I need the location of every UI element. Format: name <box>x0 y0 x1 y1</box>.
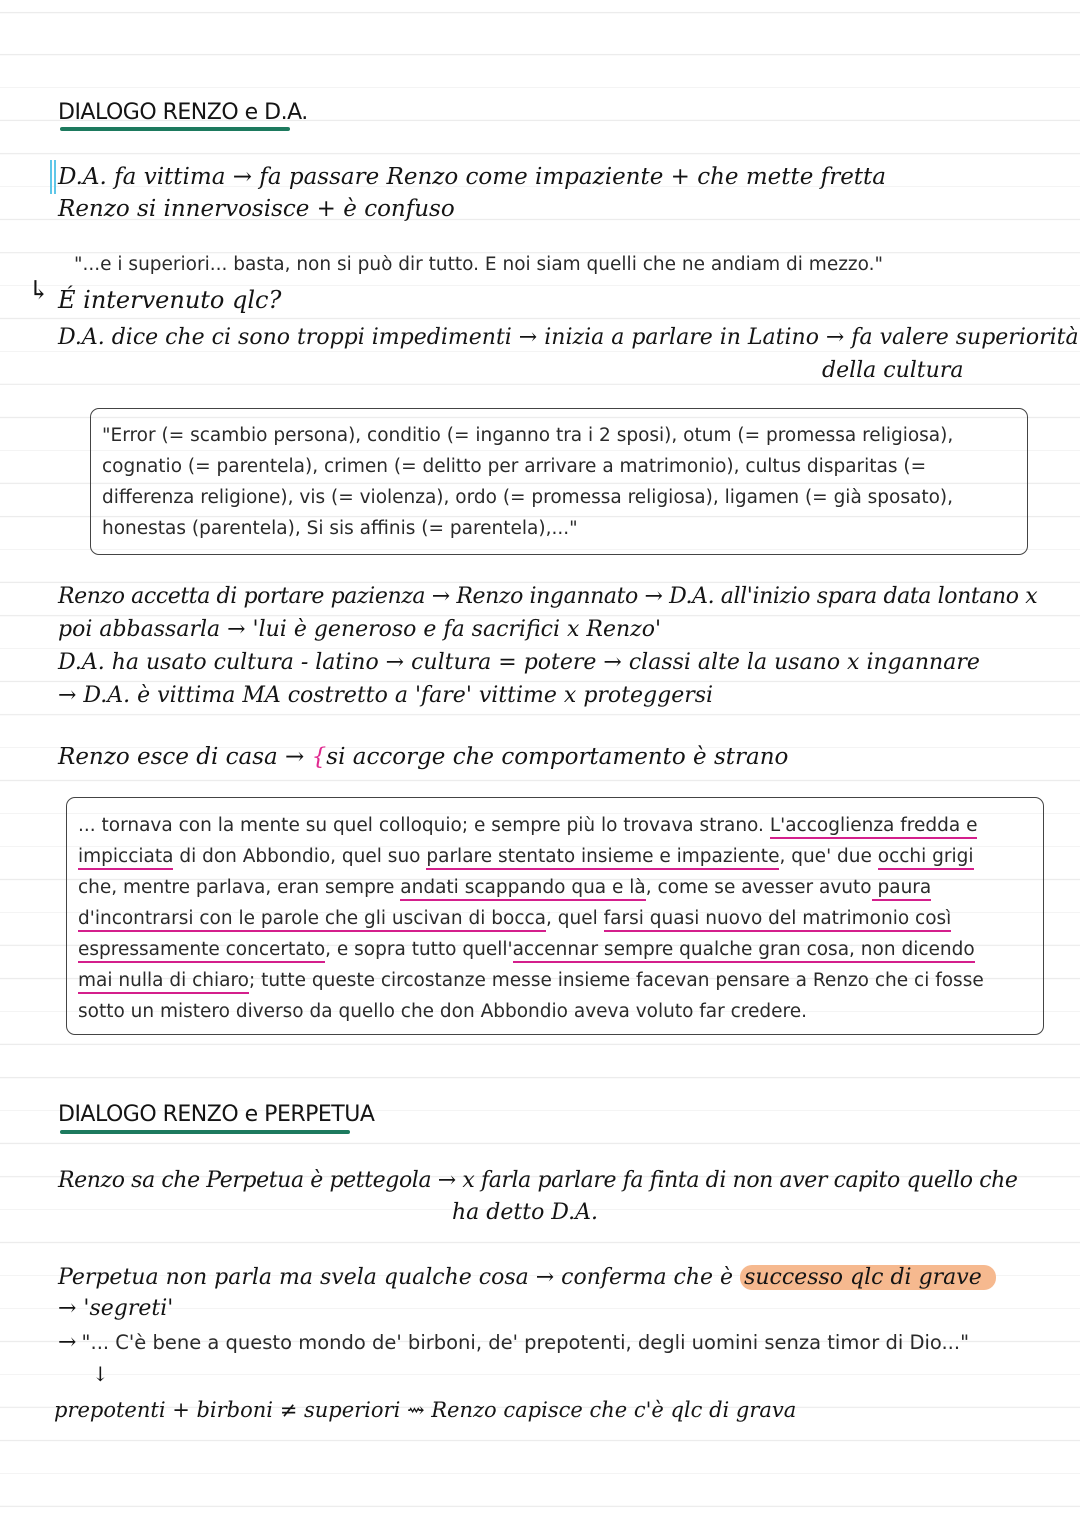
exit-note-text: Renzo esce di casa → <box>58 744 305 770</box>
quote-line-perpetua <box>58 1330 969 1355</box>
perpetua-note-text: Perpetua non parla ma svela qualche cosa → conferma che è <box>58 1265 741 1290</box>
arrow-icon: → <box>58 1330 77 1355</box>
handwritten-note: prepotenti + birboni ≠ superiori ⇝ Renzo capisce che c'è qlc di grava <box>54 1398 797 1422</box>
quote-line: differenza religione), vis (= violenza), ordo (= promessa religiosa), ligamen (= già sposato), <box>102 487 954 508</box>
excerpt-underlined: d'incontrarsi con le parole che gli uscivan di bocca <box>78 908 546 932</box>
excerpt-underlined: occhi grigi <box>878 846 974 870</box>
excerpt-line <box>78 872 984 903</box>
excerpt-text: ... tornava con la mente su quel colloquio; e sempre più lo trovava strano. <box>78 815 770 836</box>
highlighted-phrase: successo qlc di grave <box>740 1265 996 1290</box>
handwritten-note: ha detto D.A. <box>452 1200 599 1225</box>
excerpt-line <box>78 841 984 872</box>
handwritten-note: É intervenuto qlc? <box>58 286 282 314</box>
handwritten-note: poi abbassarla → 'lui è generoso e fa sacrifici x Renzo' <box>58 617 662 642</box>
curved-arrow-icon: ↳ <box>28 276 50 306</box>
quote-line: "Error (= scambio persona), conditio (= inganno tra i 2 sposi), otum (= promessa religiosa), <box>102 425 954 446</box>
handwritten-note <box>58 1265 996 1290</box>
latin-quote-text <box>102 420 953 544</box>
excerpt-line <box>78 903 984 934</box>
section-title-renzo-perpetua: DIALOGO RENZO e PERPETUA <box>58 1102 375 1127</box>
excerpt-underlined: andati scappando qua e là <box>400 877 645 901</box>
excerpt-underlined: farsi quasi nuovo del matrimonio così <box>604 908 952 932</box>
margin-marker <box>50 160 52 194</box>
quote-line: honestas (parentela), Si sis affinis (= parentela),..." <box>102 518 578 539</box>
handwritten-note: D.A. dice che ci sono troppi impedimenti → inizia a parlare in Latino → fa valere superiorità <box>58 325 1079 350</box>
handwritten-note: Renzo accetta di portare pazienza → Renzo ingannato → D.A. all'inizio spara data lontano x <box>58 584 1038 609</box>
excerpt-text: , que' due <box>779 846 878 867</box>
brace-mark: { <box>311 744 327 770</box>
handwritten-note: della cultura <box>822 358 964 383</box>
handwritten-note: → D.A. è vittima MA costretto a 'fare' vittime x proteggersi <box>58 683 714 708</box>
excerpt-underlined: impicciata <box>78 846 173 870</box>
down-arrow-icon: ↓ <box>92 1362 109 1386</box>
excerpt-text: , e sopra tutto quell' <box>325 939 513 960</box>
handwritten-note: Renzo sa che Perpetua è pettegola → x farla parlare fa finta di non aver capito quello che <box>58 1168 1018 1193</box>
title-underline <box>60 1130 350 1134</box>
excerpt-line <box>78 934 984 965</box>
excerpt-text: , quel <box>546 908 604 929</box>
novel-excerpt-text <box>78 810 984 1027</box>
excerpt-line <box>78 965 984 996</box>
quote-line: cognatio (= parentela), crimen (= delitto per arrivare a matrimonio), cultus disparitas (= <box>102 456 927 477</box>
handwritten-note: D.A. ha usato cultura - latino → cultura = potere → classi alte la usano x ingannare <box>58 650 980 675</box>
bullet-line: D.A. fa vittima → fa passare Renzo come impaziente + che mette fretta <box>58 164 886 190</box>
excerpt-line: sotto un mistero diverso da quello che don Abbondio aveva voluto far credere. <box>78 1001 807 1022</box>
bullet-line: Renzo si innervosisce + è confuso <box>58 196 455 222</box>
excerpt-text: di don Abbondio, quel suo <box>173 846 427 867</box>
handwritten-note: → 'segreti' <box>58 1296 174 1321</box>
excerpt-text: ; tutte queste circostanze messe insieme facevan pensare a Renzo che ci fosse <box>248 970 984 991</box>
excerpt-underlined: espressamente concertato <box>78 939 325 963</box>
excerpt-underlined: parlare stentato insieme e impaziente <box>426 846 779 870</box>
title-underline <box>60 127 290 131</box>
perpetua-quote: "... C'è bene a questo mondo de' birboni, de' prepotenti, degli uomini senza timor di Dio..." <box>81 1331 970 1354</box>
exit-note-text: si accorge che comportamento è strano <box>326 744 789 770</box>
excerpt-text: , come se avesser avuto <box>645 877 872 898</box>
excerpt-underlined: accennar sempre qualche gran cosa, non dicendo <box>513 939 975 963</box>
excerpt-line <box>78 810 984 841</box>
handwritten-note <box>58 744 788 770</box>
excerpt-underlined: paura <box>872 877 932 901</box>
excerpt-text: che, mentre parlava, eran sempre <box>78 877 401 898</box>
quote-superiori: "...e i superiori... basta, non si può dir tutto. E noi siam quelli che ne andiam di mezzo." <box>74 254 884 275</box>
margin-marker <box>54 160 56 194</box>
section-title-renzo-da: DIALOGO RENZO e D.A. <box>58 100 308 125</box>
excerpt-underlined: mai nulla di chiaro <box>78 970 249 994</box>
excerpt-underlined: L'accoglienza fredda e <box>770 815 978 839</box>
